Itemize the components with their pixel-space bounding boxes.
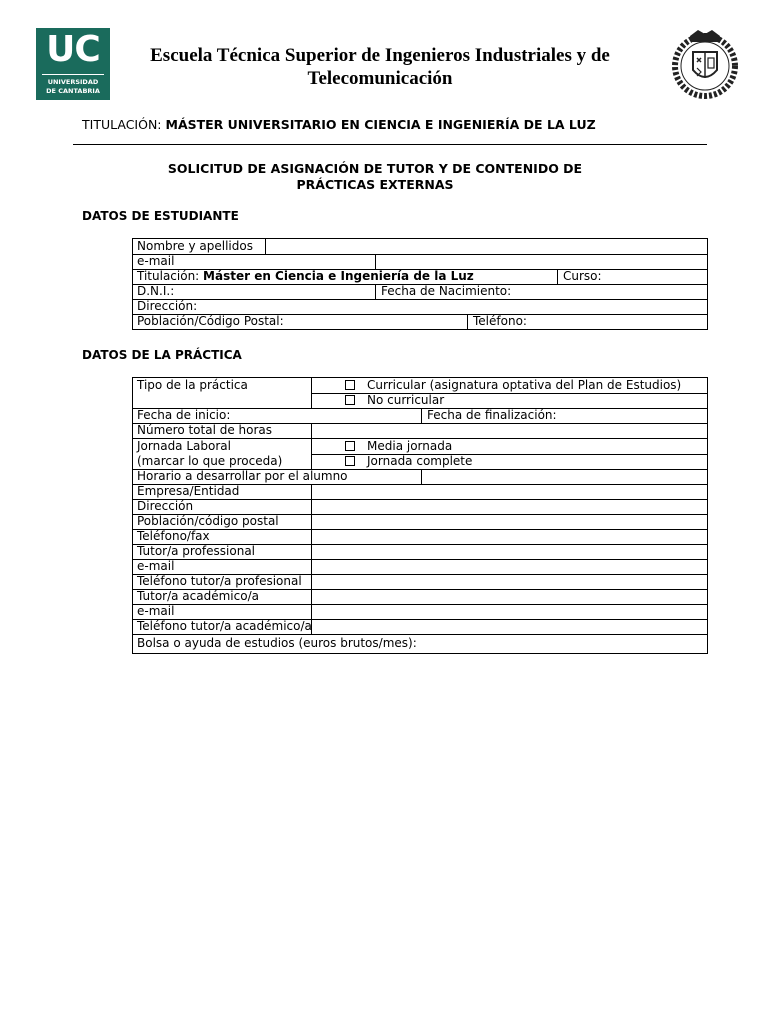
telefono-tutor-profesional-label: Teléfono tutor/a profesional — [137, 574, 302, 588]
nombre-field[interactable] — [269, 239, 705, 253]
tutor-profesional-email-label: e-mail — [137, 559, 175, 573]
tutor-academico-email-field[interactable] — [315, 605, 705, 619]
column-divider — [265, 239, 266, 254]
direccion-empresa-field[interactable] — [315, 500, 705, 514]
table-row-divider — [133, 634, 707, 635]
checkbox-icon[interactable] — [345, 456, 355, 466]
tutor-academico-label: Tutor/a académico/a — [137, 589, 259, 603]
fecha-nacimiento-field[interactable]: Fecha de Nacimiento: — [381, 284, 512, 298]
telefono-fax-field[interactable] — [315, 530, 705, 544]
jornada-note: (marcar lo que proceda) — [137, 454, 283, 468]
tutor-academico-email-label: e-mail — [137, 604, 175, 618]
titulacion-line — [82, 117, 596, 132]
numero-horas-label: Número total de horas — [137, 423, 273, 437]
poblacion-field[interactable]: Población/Código Postal: — [137, 314, 284, 328]
jornada-label: Jornada Laboral — [137, 439, 231, 453]
direccion-empresa-label: Dirección — [137, 499, 194, 513]
titulacion-cell — [137, 269, 474, 284]
column-divider — [311, 378, 312, 408]
school-title — [120, 44, 640, 90]
logo-initials: UC — [46, 29, 100, 70]
telefono-tutor-academico-label: Teléfono tutor/a académico/a — [137, 619, 312, 633]
practice-table — [132, 377, 708, 654]
numero-horas-field[interactable] — [315, 424, 705, 438]
student-table — [132, 238, 708, 330]
email-label: e-mail — [137, 254, 175, 268]
column-divider — [375, 284, 376, 299]
horario-field[interactable] — [425, 470, 705, 484]
option-curricular-label: Curricular (asignatura optativa del Plan de Estudios) — [367, 378, 682, 392]
school-title-line1: Escuela Técnica Superior de Ingenieros Industriales y de — [150, 45, 610, 66]
option-no-curricular-label: No curricular — [367, 393, 445, 407]
empresa-label: Empresa/Entidad — [137, 484, 240, 498]
tutor-profesional-field[interactable] — [315, 545, 705, 559]
column-divider — [421, 408, 422, 423]
titulacion-label: TITULACIÓN: — [82, 117, 162, 132]
empresa-field[interactable] — [315, 485, 705, 499]
tipo-label: Tipo de la práctica — [137, 378, 248, 392]
uc-logo — [36, 28, 110, 100]
column-divider — [311, 423, 312, 469]
poblacion-empresa-label: Población/código postal — [137, 514, 279, 528]
practice-section-heading: DATOS DE LA PRÁCTICA — [82, 348, 242, 362]
option-curricular[interactable] — [345, 378, 681, 393]
bolsa-field[interactable]: Bolsa o ayuda de estudios (euros brutos/mes): — [137, 636, 417, 650]
university-crest-icon — [668, 26, 742, 100]
option-media-jornada[interactable] — [345, 439, 452, 454]
telefono-tutor-profesional-field[interactable] — [315, 575, 705, 589]
direccion-field[interactable]: Dirección: — [137, 299, 198, 313]
tutor-profesional-label: Tutor/a professional — [137, 544, 256, 558]
checkbox-icon[interactable] — [345, 380, 355, 390]
option-media-jornada-label: Media jornada — [367, 439, 453, 453]
column-divider — [421, 469, 422, 484]
header-divider — [73, 144, 707, 145]
tutor-academico-field[interactable] — [315, 590, 705, 604]
tutor-profesional-email-field[interactable] — [315, 560, 705, 574]
form-title-line2: PRÁCTICAS EXTERNAS — [296, 177, 454, 192]
checkbox-icon[interactable] — [345, 395, 355, 405]
titulacion-cell-label: Titulación: — [137, 269, 200, 283]
column-divider — [375, 254, 376, 269]
fecha-inicio-field[interactable]: Fecha de inicio: — [137, 408, 231, 422]
column-divider — [311, 484, 312, 634]
table-row-divider — [133, 299, 707, 300]
titulacion-value: MÁSTER UNIVERSITARIO EN CIENCIA E INGENIERÍA DE LA LUZ — [165, 117, 596, 132]
nombre-label: Nombre y apellidos — [137, 239, 253, 253]
fecha-fin-field[interactable]: Fecha de finalización: — [427, 408, 557, 422]
logo-line2: DE CANTABRIA — [46, 87, 100, 95]
option-no-curricular[interactable] — [345, 393, 444, 408]
form-title — [140, 161, 610, 193]
dni-field[interactable]: D.N.I.: — [137, 284, 175, 298]
logo-line1: UNIVERSIDAD — [47, 78, 99, 86]
student-section-heading: DATOS DE ESTUDIANTE — [82, 209, 239, 223]
form-title-line1: SOLICITUD DE ASIGNACIÓN DE TUTOR Y DE CONTENIDO DE — [167, 161, 583, 176]
curso-field[interactable]: Curso: — [563, 269, 602, 283]
poblacion-empresa-field[interactable] — [315, 515, 705, 529]
telefono-tutor-academico-field[interactable] — [315, 620, 705, 634]
option-jornada-complete[interactable] — [345, 454, 472, 469]
column-divider — [467, 314, 468, 329]
option-jornada-complete-label: Jornada complete — [367, 454, 473, 468]
logo-divider — [42, 74, 104, 75]
email-field[interactable] — [379, 254, 705, 268]
checkbox-icon[interactable] — [345, 441, 355, 451]
school-title-line2: Telecomunicación — [307, 68, 453, 89]
horario-label: Horario a desarrollar por el alumno — [137, 469, 348, 483]
column-divider — [557, 269, 558, 284]
telefono-field[interactable]: Teléfono: — [473, 314, 527, 328]
telefono-fax-label: Teléfono/fax — [137, 529, 210, 543]
titulacion-cell-value: Máster en Ciencia e Ingeniería de la Luz — [203, 269, 474, 283]
